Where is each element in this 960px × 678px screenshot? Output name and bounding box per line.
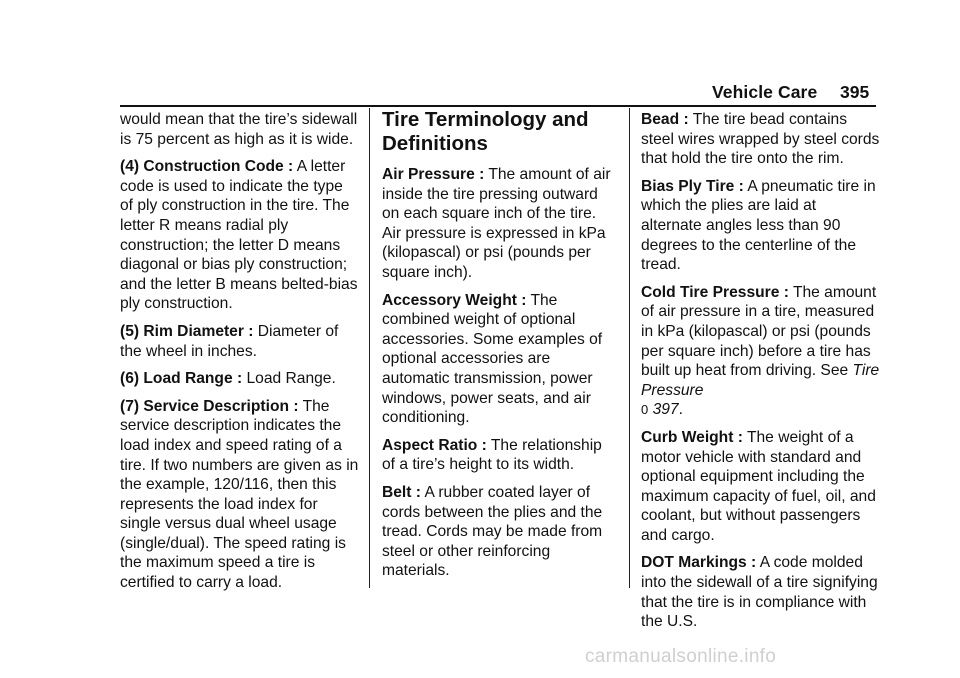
section-title: Vehicle Care: [712, 82, 818, 102]
page-number: 395: [840, 82, 870, 102]
paragraph: [120, 110, 360, 149]
definition-service-description: [120, 397, 360, 593]
definition-load-range: [120, 369, 360, 389]
definition-bead: [641, 110, 881, 169]
definition-text: Diameter of the wheel in inches.: [120, 322, 339, 360]
definition-text: The weight of a motor vehicle with standard and optional equipment including the maximum capacity of fuel, oil, and coolant, but without passengers and cargo.: [641, 428, 876, 544]
definition-construction-code: [120, 157, 360, 314]
definition-text: A letter code is used to indicate the type of ply construction in the tire. The letter R means radial ply construction; the letter D means diagonal or bias ply construction; and the letter B means belted-bias ply construction.: [120, 158, 358, 313]
term-label: Belt :: [382, 483, 421, 501]
term-label: Curb Weight :: [641, 428, 743, 446]
term-label: (7) Service Description :: [120, 397, 299, 415]
definition-text: Load Range.: [242, 370, 336, 388]
paragraph-text: would mean that the tire’s sidewall is 75 percent as high as it is wide.: [120, 111, 358, 148]
definition-text: The service description indicates the load index and speed rating of a tire. If two numbers are given as in the example, 120/116, then this represents the load index for single versus dual wheel usage (single/dual). The speed rating is the maximum speed a tire is certified to carry a load.: [120, 397, 359, 592]
cross-reference-link[interactable]: Tire Pressure: [641, 362, 880, 399]
column-3: [641, 110, 881, 640]
column-divider-2: [629, 108, 630, 588]
definition-curb-weight: [641, 428, 881, 546]
column-divider-1: [369, 108, 370, 588]
term-label: Air Pressure :: [382, 166, 485, 183]
punctuation: .: [678, 401, 683, 419]
page-reference-icon: 0: [641, 402, 649, 418]
definition-text: The relationship of a tire’s height to its width.: [382, 436, 602, 474]
term-label: Cold Tire Pressure :: [641, 283, 789, 301]
term-label: (5) Rim Diameter :: [120, 322, 254, 340]
column-2: [382, 106, 617, 589]
term-label: (4) Construction Code :: [120, 158, 294, 176]
definition-cold-tire-pressure: [641, 283, 881, 420]
definition-text: The combined weight of optional accessories. Some examples of optional accessories are automatic transmission, power windows, power seats, and air conditioning.: [382, 291, 603, 427]
watermark-text: carmanualsonline.info: [585, 646, 777, 667]
definition-text: The amount of air inside the tire pressing outward on each square inch of the tire. Air pressure is expressed in kPa (kilopascal) or psi (pounds per square inch).: [382, 166, 611, 281]
definition-air-pressure: [382, 165, 617, 283]
definition-rim-diameter: [120, 322, 360, 361]
term-label: DOT Markings :: [641, 554, 757, 572]
definition-text: The amount of air pressure in a tire, measured in kPa (kilopascal) or psi (pounds per square inch) before a tire has built up heat from driving. See: [641, 283, 877, 380]
term-label: Bead :: [641, 111, 689, 128]
definition-text: A pneumatic tire in which the plies are laid at alternate angles less than 90 degrees to the centerline of the tread.: [641, 177, 876, 274]
definition-text: A rubber coated layer of cords between the plies and the tread. Cords may be made from steel or other reinforcing materials.: [382, 483, 603, 580]
definition-belt: [382, 483, 617, 581]
definition-text: The tire bead contains steel wires wrapped by steel cords that hold the tire onto the rim.: [641, 111, 880, 168]
page-header: [0, 0, 960, 110]
definition-text: A code molded into the sidewall of a tire signifying that the tire is in compliance with the U.S.: [641, 554, 878, 631]
column-1: [120, 110, 360, 601]
definition-accessory-weight: [382, 291, 617, 428]
term-label: (6) Load Range :: [120, 370, 243, 388]
section-heading: Tire Terminology and Definitions: [382, 108, 589, 155]
term-label: Bias Ply Tire :: [641, 177, 744, 195]
definition-aspect-ratio: [382, 436, 617, 475]
term-label: Accessory Weight :: [382, 291, 527, 309]
definition-bias-ply-tire: [641, 177, 881, 275]
cross-reference-page[interactable]: 397: [652, 401, 679, 419]
definition-dot-markings: [641, 553, 881, 631]
term-label: Aspect Ratio :: [382, 436, 487, 454]
